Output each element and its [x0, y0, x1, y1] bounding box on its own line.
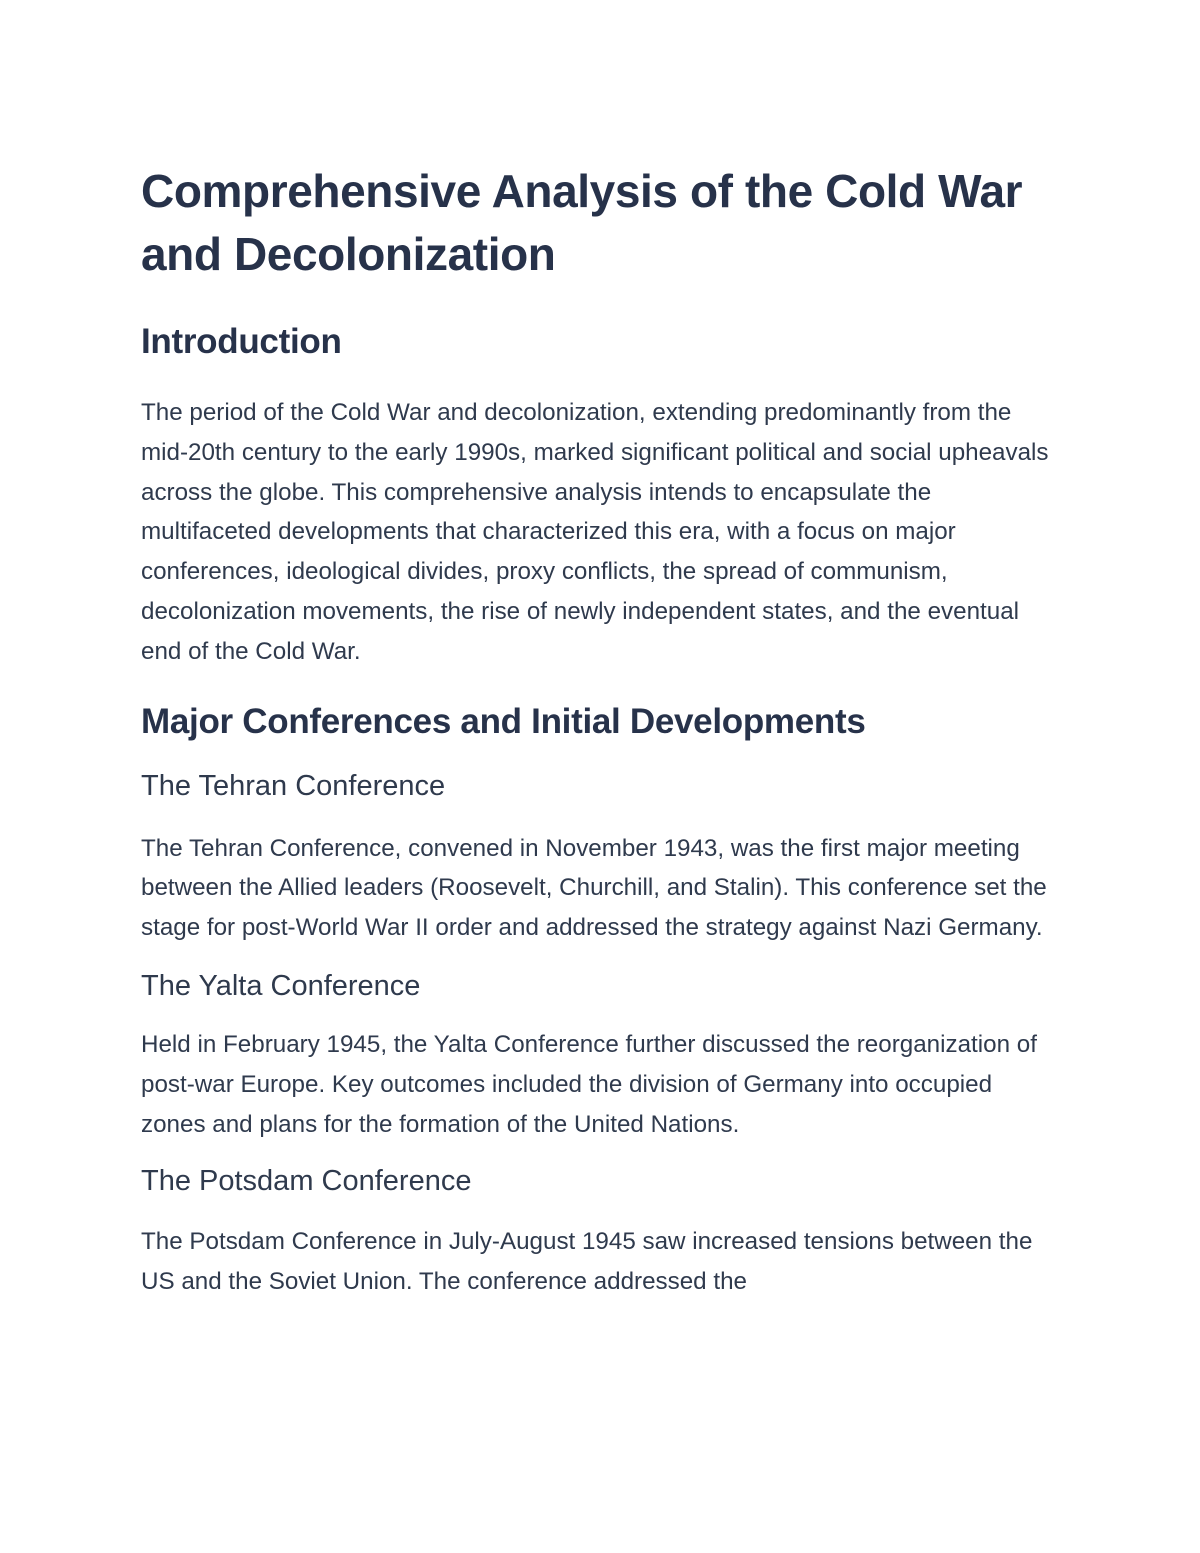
potsdam-conference-heading: The Potsdam Conference — [141, 1165, 472, 1198]
tehran-conference-heading: The Tehran Conference — [141, 769, 446, 802]
document-page — [141, 160, 1061, 1302]
introduction-heading: Introduction — [141, 322, 342, 361]
potsdam-conference-paragraph: The Potsdam Conference in July-August 1945 saw increased tensions between the US and the Soviet Union. The conference addressed the — [141, 1228, 1033, 1296]
tehran-conference-paragraph: The Tehran Conference, convened in November 1943, was the first major meeting between the Allied leaders (Roosevelt, Churchill, and Stalin). This conference set the stage for post-World War II order and addressed the strategy against Nazi Germany. — [141, 834, 1047, 942]
yalta-conference-paragraph: Held in February 1945, the Yalta Conference further discussed the reorganization of post-war Europe. Key outcomes included the division of Germany into occupied zones and plans for the formation of the United Nations. — [141, 1030, 1037, 1138]
introduction-paragraph: The period of the Cold War and decolonization, extending predominantly from the mid-20th century to the early 1990s, marked significant political and social upheavals across the globe. This comprehensive analysis intends to encapsulate the multifaceted developments that characterized this era, with a focus on major conferences, ideological divides, proxy conflicts, the spread of communism, decolonization movements, the rise of newly independent states, and the eventual end of the Cold War. — [141, 399, 1049, 665]
yalta-conference-heading: The Yalta Conference — [141, 969, 421, 1002]
document-title: Comprehensive Analysis of the Cold War and Decolonization — [141, 165, 1023, 280]
major-conferences-heading: Major Conferences and Initial Developments — [141, 701, 866, 741]
